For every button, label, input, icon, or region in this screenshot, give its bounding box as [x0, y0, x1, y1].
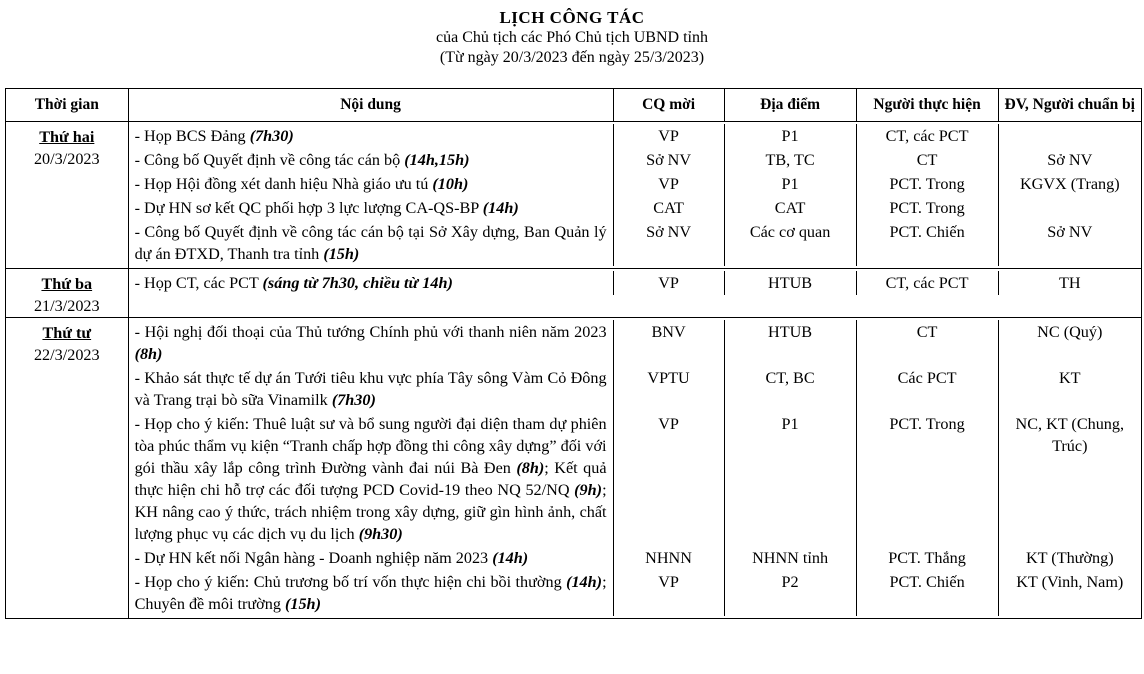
day-items-cell — [128, 318, 1141, 619]
item-content — [129, 271, 614, 295]
item-location: CT, BC — [725, 366, 857, 412]
item-content — [129, 172, 614, 196]
day-cell — [6, 122, 129, 269]
col-header-inviter: CQ mời — [614, 89, 725, 121]
item-executor: PCT. Trong — [857, 172, 999, 196]
schedule-item — [129, 220, 1141, 266]
schedule-item — [129, 172, 1141, 196]
document-period: (Từ ngày 20/3/2023 đến ngày 25/3/2023) — [439, 49, 705, 66]
day-row — [6, 269, 1142, 318]
item-inviter: VP — [614, 570, 725, 616]
item-time: (14h) — [566, 573, 603, 591]
item-inviter: Sở NV — [614, 148, 725, 172]
item-time: (14h) — [492, 549, 529, 567]
item-executor: PCT. Chiến — [857, 220, 999, 266]
item-text: - Họp Hội đồng xét danh hiệu Nhà giáo ưu tú — [134, 175, 433, 193]
item-location: CAT — [725, 196, 857, 220]
day-date: 20/3/2023 — [33, 150, 100, 168]
col-header-executor: Người thực hiện — [857, 89, 999, 121]
schedule-item — [129, 320, 1141, 366]
item-content — [129, 220, 614, 266]
day-items-cell — [128, 122, 1141, 269]
item-location: NHNN tỉnh — [725, 546, 857, 570]
item-executor: CT, các PCT — [857, 124, 999, 148]
item-executor: CT — [857, 320, 999, 366]
document-header — [0, 0, 1144, 68]
item-content — [129, 320, 614, 366]
item-text: - Họp cho ý kiến: Thuê luật sư và bổ sung người đại diện tham dự phiên tòa phúc thẩm vụ kiện “Tranh chấp hợp đồng thi công xây dựng” đối với gói thầu xây lắp công trình Đường vành đai núi Bà Đen — [134, 415, 607, 477]
item-executor: PCT. Thắng — [857, 546, 999, 570]
item-preparer: TH — [1058, 274, 1081, 292]
schedule-item — [129, 412, 1141, 546]
item-preparer: NC, KT (Chung, Trúc) — [1015, 415, 1125, 455]
item-time: (9h) — [574, 481, 603, 499]
item-text: - Khảo sát thực tế dự án Tưới tiêu khu vực phía Tây sông Vàm Cỏ Đông và Trang trại bò sữa Vinamilk — [134, 369, 607, 409]
item-location: HTUB — [725, 271, 857, 295]
item-content — [129, 570, 614, 616]
item-preparer: KGVX (Trang) — [1019, 175, 1120, 193]
col-header-content: Nội dung — [129, 89, 614, 121]
table-header-row — [6, 89, 1142, 122]
item-content — [129, 124, 614, 148]
item-text: ; Kết quả thực hiện chi hỗ trợ các đối tượng PCD Covid-19 theo NQ 52/NQ — [134, 459, 607, 499]
item-location: HTUB — [725, 320, 857, 366]
item-text: - Công bố Quyết định về công tác cán bộ tại Sở Xây dựng, Ban Quản lý dự án ĐTXD, Thanh tra tỉnh — [134, 223, 607, 263]
item-text: - Dự HN sơ kết QC phối hợp 3 lực lượng CA-QS-BP — [134, 199, 483, 217]
item-content — [129, 196, 614, 220]
day-row — [6, 318, 1142, 619]
item-content — [129, 366, 614, 412]
item-time: (8h) — [134, 345, 163, 363]
item-executor: CT — [857, 148, 999, 172]
item-location: P1 — [725, 412, 857, 546]
item-location: Các cơ quan — [725, 220, 857, 266]
col-header-time: Thời gian — [6, 89, 129, 122]
item-inviter: NHNN — [614, 546, 725, 570]
item-time: (10h) — [432, 175, 469, 193]
item-executor: CT, các PCT — [857, 271, 999, 295]
schedule-item — [129, 124, 1141, 148]
item-text: - Họp cho ý kiến: Chủ trương bố trí vốn thực hiện chi bồi thường — [134, 573, 567, 591]
item-preparer — [999, 196, 1141, 220]
item-executor: PCT. Chiến — [857, 570, 999, 616]
item-location: P1 — [725, 172, 857, 196]
item-preparer — [999, 124, 1141, 148]
item-text: - Hội nghị đối thoại của Thủ tướng Chính phủ với thanh niên năm 2023 — [134, 323, 607, 341]
day-name: Thứ tư — [42, 324, 92, 342]
day-cell — [6, 269, 129, 318]
item-executor: Các PCT — [857, 366, 999, 412]
item-preparer: Sở NV — [1047, 223, 1093, 241]
item-preparer: KT (Thường) — [1025, 549, 1114, 567]
item-inviter: VP — [614, 412, 725, 546]
item-inviter: VPTU — [614, 366, 725, 412]
day-name: Thứ hai — [39, 128, 95, 146]
schedule-item — [129, 366, 1141, 412]
schedule-item — [129, 570, 1141, 616]
day-date: 21/3/2023 — [33, 297, 100, 315]
day-cell — [6, 318, 129, 619]
col-header-group — [128, 89, 1141, 122]
day-name: Thứ ba — [41, 275, 93, 293]
item-inviter: CAT — [614, 196, 725, 220]
item-text: ; KH nâng cao ý thức, trách nhiệm trong xây dựng, giữ gìn hình ảnh, chất lượng phục vụ các dịch vụ du lịch — [134, 481, 607, 543]
item-preparer: Sở NV — [1047, 151, 1093, 169]
item-time: (15h) — [284, 595, 321, 613]
item-content — [129, 412, 614, 546]
item-inviter: BNV — [614, 320, 725, 366]
item-inviter: Sở NV — [614, 220, 725, 266]
schedule-item — [129, 196, 1141, 220]
day-date: 22/3/2023 — [33, 346, 100, 364]
document-subtitle: của Chủ tịch các Phó Chủ tịch UBND tỉnh — [436, 29, 708, 46]
col-header-location: Địa điểm — [725, 89, 857, 121]
schedule-item — [129, 148, 1141, 172]
item-location: P2 — [725, 570, 857, 616]
item-text: - Công bố Quyết định về công tác cán bộ — [134, 151, 405, 169]
item-time: (14h) — [482, 199, 519, 217]
col-header-preparer: ĐV, Người chuẩn bị — [1004, 96, 1135, 113]
item-time: (8h) — [516, 459, 545, 477]
document-title: LỊCH CÔNG TÁC — [499, 8, 645, 27]
item-time: (7h30) — [331, 391, 376, 409]
item-inviter: VP — [614, 271, 725, 295]
item-text: ; Chuyên đề môi trường — [134, 573, 607, 613]
item-time: (7h30) — [249, 127, 294, 145]
item-content — [129, 546, 614, 570]
item-time: (14h,15h) — [404, 151, 470, 169]
schedule-table — [5, 88, 1142, 619]
item-location: P1 — [725, 124, 857, 148]
item-executor: PCT. Trong — [857, 196, 999, 220]
schedule-item — [129, 546, 1141, 570]
day-items-cell — [128, 269, 1141, 318]
day-row — [6, 122, 1142, 269]
item-executor: PCT. Trong — [857, 412, 999, 546]
item-preparer: KT (Vinh, Nam) — [1016, 573, 1124, 591]
item-preparer: NC (Quý) — [1037, 323, 1103, 341]
item-location: TB, TC — [725, 148, 857, 172]
item-time: (sáng từ 7h30, chiều từ 14h) — [262, 274, 453, 292]
item-inviter: VP — [614, 172, 725, 196]
item-text: - Dự HN kết nối Ngân hàng - Doanh nghiệp năm 2023 — [134, 549, 493, 567]
item-time: (9h30) — [358, 525, 403, 543]
item-content — [129, 148, 614, 172]
item-text: - Họp CT, các PCT — [134, 274, 263, 292]
item-preparer: KT — [1058, 369, 1081, 387]
schedule-item — [129, 271, 1141, 295]
item-time: (15h) — [323, 245, 360, 263]
item-text: - Họp BCS Đảng — [134, 127, 250, 145]
item-inviter: VP — [614, 124, 725, 148]
